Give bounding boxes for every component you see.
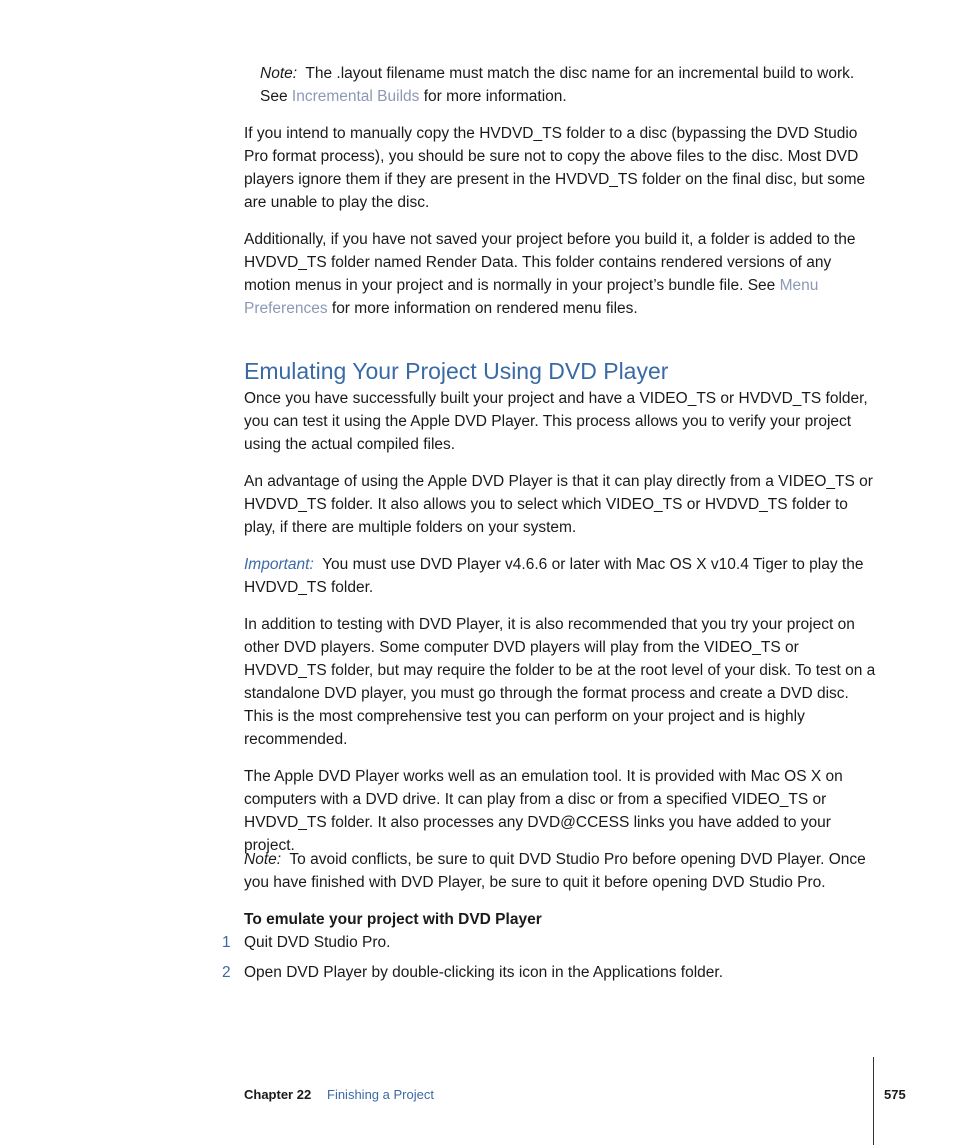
step-text: Open DVD Player by double-clicking its icon in the Applications folder. <box>244 964 724 981</box>
footer-divider <box>873 1057 874 1145</box>
footer-chapter-title[interactable]: Finishing a Project <box>327 1087 434 1102</box>
body-paragraph: If you intend to manually copy the HVDVD_TS folder to a disc (bypassing the DVD Studio Pro format process), you should be sure not to copy the above files to the disc. Most DVD players ignore them if they are present in the HVDVD_TS folder on the final disc, but some are unable to play the disc. <box>244 125 866 211</box>
note-label: Note: <box>260 65 298 82</box>
note-text-end: for more information. <box>419 88 567 105</box>
body-paragraph <box>244 228 876 320</box>
body-paragraph: The Apple DVD Player works well as an emulation tool. It is provided with Mac OS X on computers with a DVD drive. It can play from a disc or from a specified VIDEO_TS or HVDVD_TS folder. It also processes any DVD@CCESS links you have added to your project. <box>244 768 843 854</box>
important-text: You must use DVD Player v4.6.6 or later with Mac OS X v10.4 Tiger to play the HVDVD_TS folder. <box>244 556 864 596</box>
body-paragraph: An advantage of using the Apple DVD Player is that it can play directly from a VIDEO_TS or HVDVD_TS folder. It also allows you to select which VIDEO_TS or HVDVD_TS folder to play, if there are multiple folders on your system. <box>244 473 873 536</box>
menu-preferences-link[interactable]: Menu Preferences <box>244 277 819 317</box>
note-paragraph <box>260 62 876 108</box>
step-number: 1 <box>222 934 231 951</box>
step-number: 2 <box>222 964 231 981</box>
important-label: Important: <box>244 556 314 573</box>
paragraph-text-end: for more information on rendered menu files. <box>327 300 638 317</box>
page-number: 575 <box>884 1087 906 1102</box>
section-heading: Emulating Your Project Using DVD Player <box>244 358 669 384</box>
task-title: To emulate your project with DVD Player <box>244 911 542 928</box>
paragraph-text: Additionally, if you have not saved your project before you build it, a folder is added to the HVDVD_TS folder named Render Data. This folder contains rendered versions of any motion menus in your project and is normally in your project’s bundle file. See <box>244 231 856 294</box>
note-text: To avoid conflicts, be sure to quit DVD Studio Pro before opening DVD Player. Once you have finished with DVD Player, be sure to quit it before opening DVD Studio Pro. <box>244 851 866 891</box>
incremental-builds-link[interactable]: Incremental Builds <box>291 88 420 105</box>
important-paragraph <box>244 553 876 599</box>
step-text: Quit DVD Studio Pro. <box>244 934 391 951</box>
body-paragraph: Once you have successfully built your project and have a VIDEO_TS or HVDVD_TS folder, you can test it using the Apple DVD Player. This process allows you to verify your project using the actual compiled files. <box>244 390 868 453</box>
note-paragraph <box>244 848 876 894</box>
body-paragraph: In addition to testing with DVD Player, it is also recommended that you try your project on other DVD players. Some computer DVD players will play from the VIDEO_TS or HVDVD_TS folder, but may require the folder to be at the root level of your disk. To test on a standalone DVD player, you must go through the format process and create a DVD disc. This is the most comprehensive test you can perform on your project and is highly recommended. <box>244 616 876 748</box>
note-text: The .layout filename must match the disc name for an incremental build to work. See <box>260 65 855 105</box>
note-label: Note: <box>244 851 282 868</box>
footer-chapter: Chapter 22 <box>244 1087 312 1102</box>
